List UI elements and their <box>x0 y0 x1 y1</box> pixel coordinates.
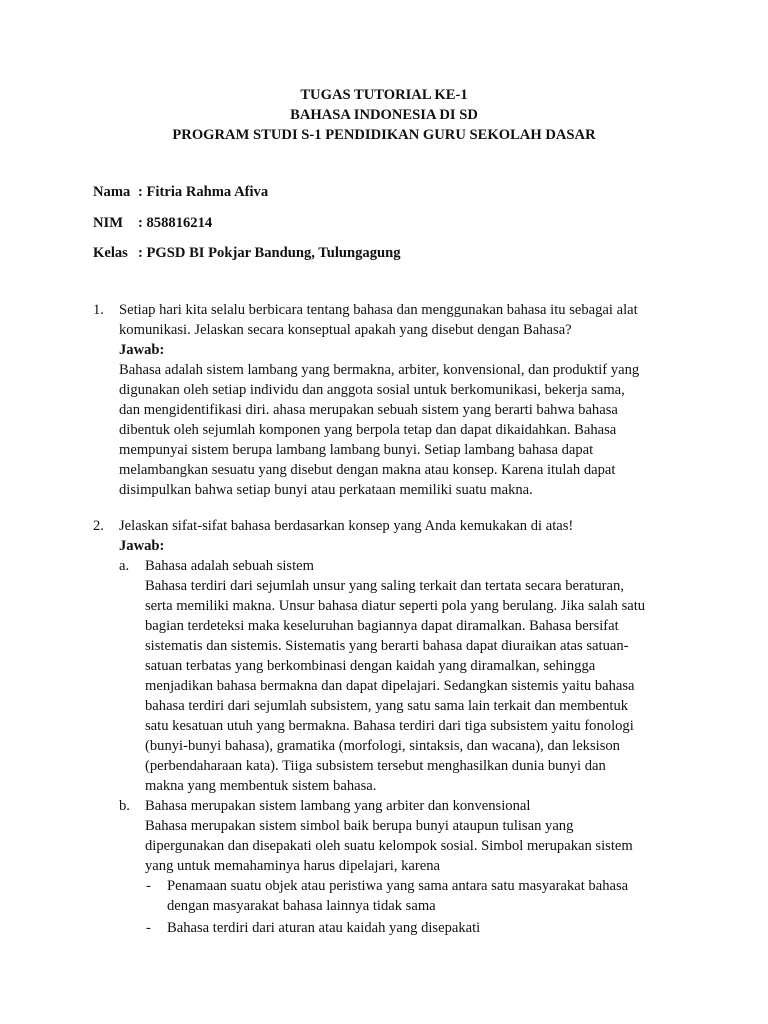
course-name: BAHASA INDONESIA DI SD <box>290 107 478 123</box>
sub-item-a-body-line: satuan terbatas yang berkombinasi dengan kaidah yang diramalkan, sehingga <box>145 658 596 674</box>
answer-1-line: dibentuk oleh sejumlah komponen yang berpola tetap dan dapat dikaidahkan. Bahasa <box>119 422 617 438</box>
sub-item-a-body-line: serta memiliki makna. Unsur bahasa diatur seperti pola yang berulang. Jika salah satu <box>145 598 646 614</box>
sub-item-a-body-line: makna yang membentuk sistem bahasa. <box>145 778 377 794</box>
sub-item-b-marker: b. <box>119 798 130 814</box>
question-1-number: 1. <box>93 302 104 318</box>
answer-1-line: melambangkan sesuatu yang disebut dengan makna atau konsep. Karena itulah dapat <box>119 462 616 478</box>
question-1-jawab-label: Jawab: <box>119 342 165 358</box>
nim-label: NIM <box>93 215 123 231</box>
sub-item-b-body-line: yang untuk memahaminya harus dipelajari, karena <box>145 858 441 874</box>
sub-item-a-body-line: (bunyi-bunyi bahasa), gramatika (morfologi, sintaksis, dan wacana), dan leksison <box>145 738 620 754</box>
nim-value: : 858816214 <box>138 215 213 231</box>
sub-item-a-body-line: (perbendaharaan kata). Tiiga subsistem tersebut menghasilkan dunia bunyi dan <box>145 758 606 774</box>
question-2-jawab-label: Jawab: <box>119 538 165 554</box>
bullet-1-line: Penamaan suatu objek atau peristiwa yang sama antara satu masyarakat bahasa <box>167 878 629 894</box>
sub-item-a-body-line: bahasa terdiri dari sejumlah subsistem, yang satu sama lain terkait dan membentuk <box>145 698 629 714</box>
study-program: PROGRAM STUDI S-1 PENDIDIKAN GURU SEKOLAH DASAR <box>172 127 596 143</box>
answer-1-line: Bahasa adalah sistem lambang yang bermakna, arbiter, konvensional, dan produktif yang <box>119 362 640 378</box>
bullet-2-line: Bahasa terdiri dari aturan atau kaidah yang disepakati <box>167 920 481 936</box>
nama-label: Nama <box>93 184 131 200</box>
sub-item-a-body-line: Bahasa terdiri dari sejumlah unsur yang saling terkait dan tertata secara beraturan, <box>145 578 624 594</box>
sub-item-a-body-line: sistematis dan sistemis. Sistematis yang berarti bahasa dapat diuraikan atas satuan- <box>145 638 629 654</box>
answer-1-line: disimpulkan bahwa setiap bunyi atau perkataan memiliki suatu makna. <box>119 482 533 498</box>
question-1-text-line: komunikasi. Jelaskan secara konseptual apakah yang disebut dengan Bahasa? <box>119 322 572 338</box>
bullet-dash: - <box>146 878 151 894</box>
bullet-1-line: dengan masyarakat bahasa lainnya tidak sama <box>167 898 436 914</box>
sub-item-a-body-line: menjadikan bahasa bermakna dan dapat dipelajari. Sedangkan sistemis yaitu bahasa <box>145 678 635 694</box>
answer-1-line: digunakan oleh setiap individu dan anggota sosial untuk berkomunikasi, bekerja sama, <box>119 382 625 398</box>
question-2-number: 2. <box>93 518 104 534</box>
nama-value: : Fitria Rahma Afiva <box>138 184 269 200</box>
sub-item-b-title: Bahasa merupakan sistem lambang yang arbiter dan konvensional <box>145 798 531 814</box>
sub-item-b-body-line: dipergunakan dan disepakati oleh suatu kelompok sosial. Simbol merupakan sistem <box>145 838 633 854</box>
question-2-text: Jelaskan sifat-sifat bahasa berdasarkan konsep yang Anda kemukakan di atas! <box>119 518 574 534</box>
sub-item-a-body-line: satu kesatuan utuh yang bermakna. Bahasa terdiri dari tiga subsistem yaitu fonologi <box>145 718 634 734</box>
answer-1-line: dan mengidentifikasi diri. ahasa merupakan sebuah sistem yang berarti bahwa bahasa <box>119 402 618 418</box>
sub-item-b-body-line: Bahasa merupakan sistem simbol baik berupa bunyi ataupun tulisan yang <box>145 818 574 834</box>
kelas-label: Kelas <box>93 245 128 261</box>
bullet-dash: - <box>146 920 151 936</box>
sub-item-a-title: Bahasa adalah sebuah sistem <box>145 558 314 574</box>
answer-1-line: mempunyai sistem berupa lambang lambang bunyi. Setiap lambang bahasa dapat <box>119 442 594 458</box>
document-title: TUGAS TUTORIAL KE-1 <box>300 87 468 103</box>
sub-item-a-body-line: bagian terdeteksi maka keseluruhan bagiannya dapat diramalkan. Bahasa bersifat <box>145 618 619 634</box>
kelas-value: : PGSD BI Pokjar Bandung, Tulungagung <box>138 245 401 261</box>
question-1-text-line: Setiap hari kita selalu berbicara tentang bahasa dan menggunakan bahasa itu sebagai alat <box>119 302 638 318</box>
sub-item-a-marker: a. <box>119 558 130 574</box>
